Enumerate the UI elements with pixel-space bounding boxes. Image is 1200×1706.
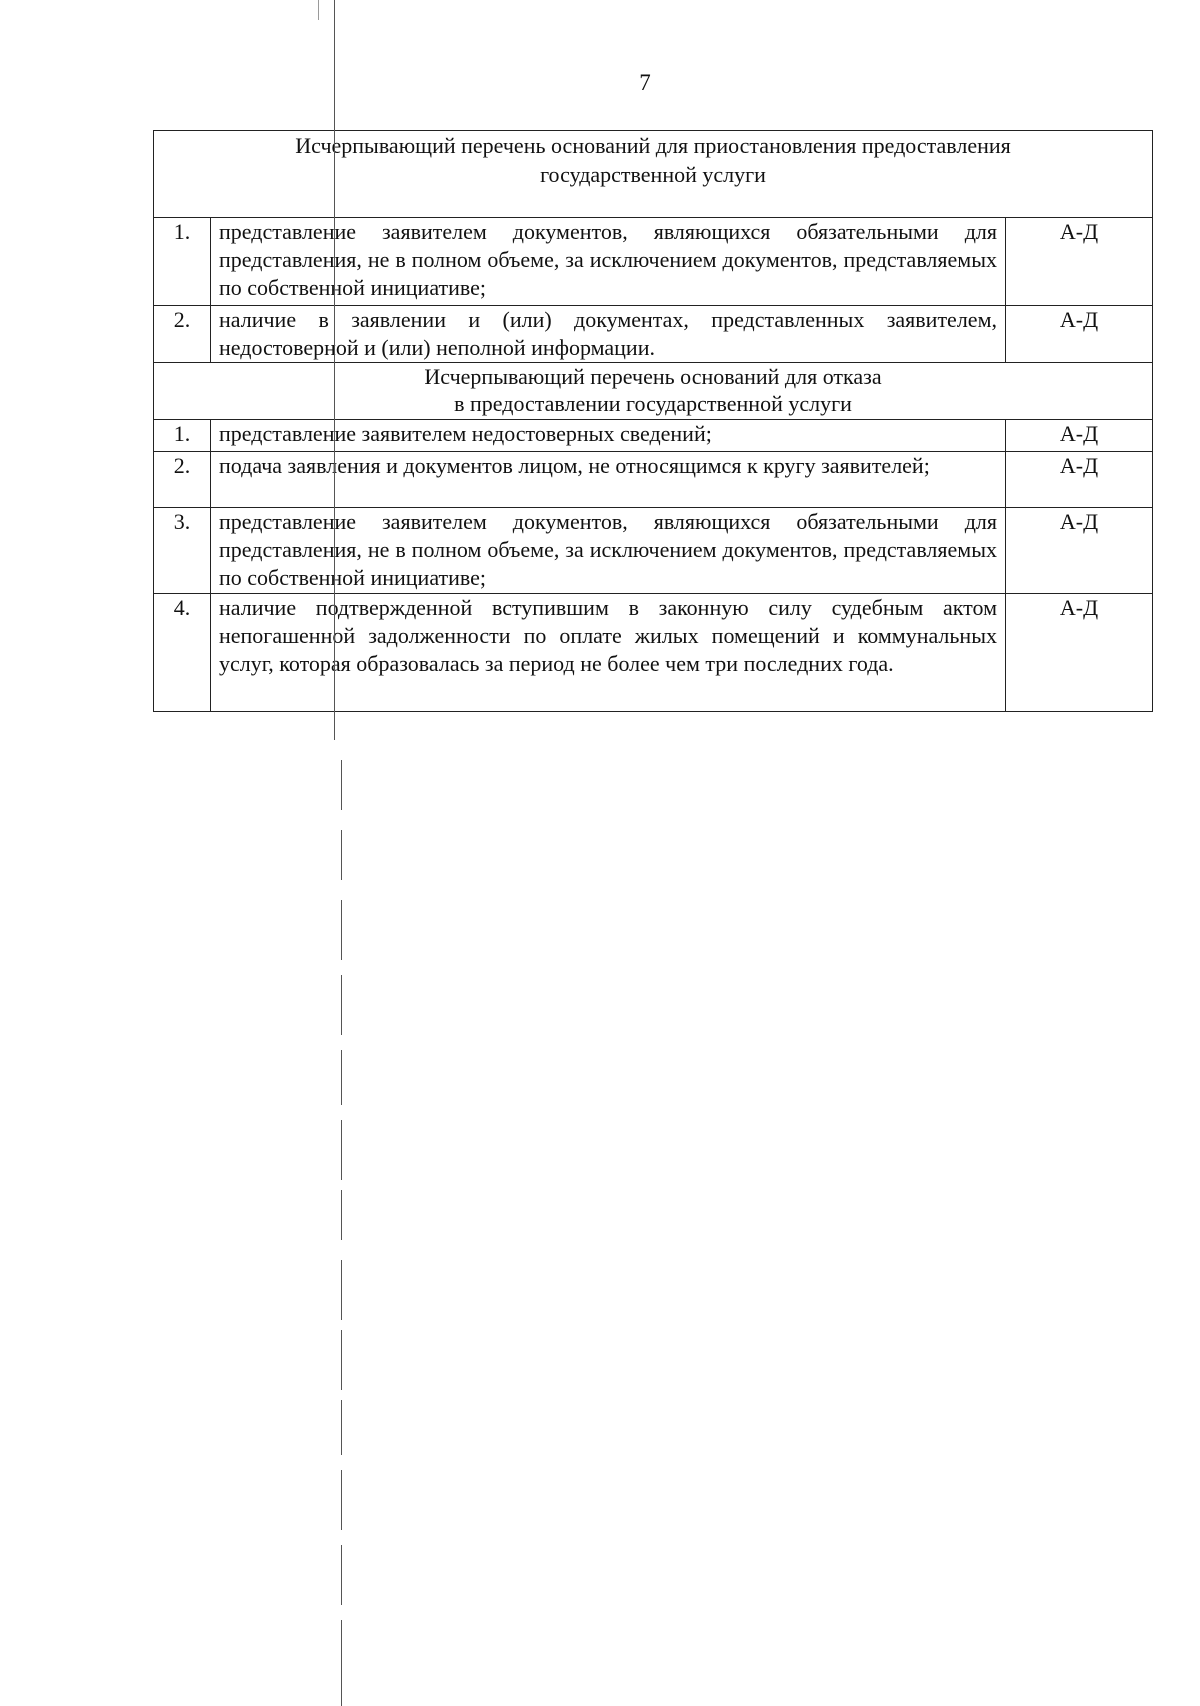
suspension-heading (154, 131, 1153, 218)
row-text: представление заявителем документов, являющихся обязательными для представления, не в полном объеме, за исключением документов, представляемых по собственной инициативе; (211, 508, 1006, 594)
scan-streak (341, 1330, 342, 1390)
row-text: представление заявителем недостоверных сведений; (211, 420, 1006, 452)
scan-streak (341, 1400, 342, 1455)
scan-streak (341, 1050, 342, 1105)
row-text: представление заявителем документов, являющихся обязательными для представления, не в полном объеме, за исключением документов, представляемых по собственной инициативе; (211, 218, 1006, 306)
scan-streak (334, 0, 335, 740)
scan-streak (341, 1260, 342, 1320)
row-text: наличие в заявлении и (или) документах, представленных заявителем, недостоверной и (или) неполной информации. (211, 306, 1006, 363)
suspension-heading-row (154, 131, 1153, 218)
table-row (154, 306, 1153, 363)
scan-streak (341, 1470, 342, 1530)
page-number: 7 (639, 70, 651, 95)
table-row (154, 218, 1153, 306)
suspension-heading-line2: государственной услуги (540, 162, 766, 187)
refusal-heading (154, 363, 1153, 420)
row-number: 2. (154, 306, 211, 363)
table-row (154, 452, 1153, 508)
row-code: А-Д (1006, 508, 1153, 594)
scan-streak (341, 900, 342, 960)
scan-streak (341, 975, 342, 1035)
scan-streak (318, 0, 319, 20)
row-code: А-Д (1006, 452, 1153, 508)
table-row (154, 508, 1153, 594)
table-row (154, 594, 1153, 712)
row-code: А-Д (1006, 420, 1153, 452)
row-code: А-Д (1006, 594, 1153, 712)
refusal-heading-line2: в предоставлении государственной услуги (454, 391, 852, 416)
table-row (154, 420, 1153, 452)
row-number: 3. (154, 508, 211, 594)
scan-streak (341, 1120, 342, 1180)
row-number: 2. (154, 452, 211, 508)
scan-streak (341, 1190, 342, 1240)
refusal-heading-line1: Исчерпывающий перечень оснований для отказа (424, 364, 882, 389)
row-number: 1. (154, 218, 211, 306)
scan-streak (341, 1620, 342, 1706)
scan-streak (341, 1545, 342, 1605)
row-text: наличие подтвержденной вступившим в законную силу судебным актом непогашенной задолженности по оплате жилых помещений и коммунальных услуг, которая образовалась за период не более чем три последних года. (211, 594, 1006, 712)
suspension-heading-line1: Исчерпывающий перечень оснований для приостановления предоставления (295, 133, 1011, 158)
row-code: А-Д (1006, 218, 1153, 306)
scan-streak (341, 760, 342, 810)
scan-streak (341, 830, 342, 880)
row-number: 1. (154, 420, 211, 452)
row-code: А-Д (1006, 306, 1153, 363)
refusal-heading-row (154, 363, 1153, 420)
row-number: 4. (154, 594, 211, 712)
row-text: подача заявления и документов лицом, не относящимся к кругу заявителей; (211, 452, 1006, 508)
grounds-table (153, 130, 1153, 712)
